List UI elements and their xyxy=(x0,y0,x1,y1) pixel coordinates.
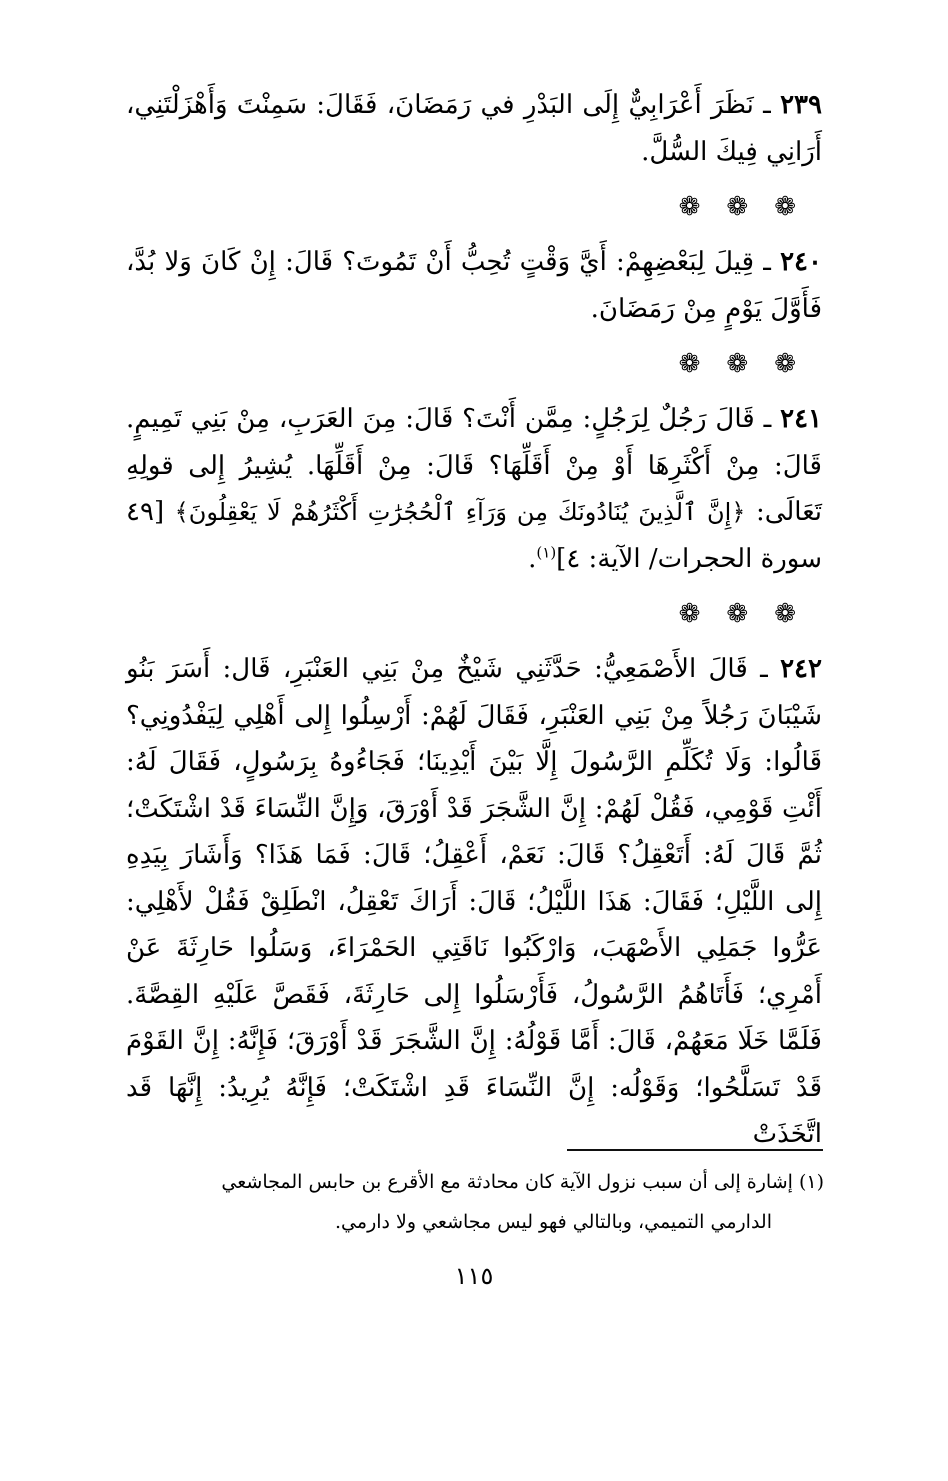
footnote-continuation: الدارمي التميمي، وبالتالي فهو ليس مجاشعي ولا دارمي. xyxy=(335,1211,772,1233)
page-number: ١١٥ xyxy=(454,1262,494,1290)
paragraph-number: ٢٤٠ xyxy=(780,247,822,277)
paragraph-number: ٢٤١ xyxy=(780,404,823,434)
footnote-1 xyxy=(126,1162,824,1242)
footnote-rule xyxy=(567,1149,823,1151)
section-separator: ❁❁❁ xyxy=(678,192,822,222)
footnotes xyxy=(126,1162,824,1242)
paragraph-number: ٢٤٢ xyxy=(780,654,822,684)
sentence-end: . xyxy=(528,543,537,574)
section-separator: ❁❁❁ xyxy=(678,599,822,629)
paragraph-number: ٢٣٩ xyxy=(780,90,822,120)
paragraph-240 xyxy=(126,239,822,332)
quran-verse: ﴿إِنَّ ٱلَّذِينَ يُنَادُونَكَ مِن وَرَآءِ ٱلْحُجُرَٰتِ أَكْثَرُهُمْ لَا يَعْقِلُونَ﴾ xyxy=(174,498,746,526)
main-text xyxy=(126,82,822,1158)
footnote-text: إشارة إلى أن سبب نزول الآية كان محادثة مع الأقرع بن حابس المجاشعي xyxy=(221,1171,793,1193)
paragraph-239 xyxy=(126,82,822,175)
section-separator: ❁❁❁ xyxy=(678,349,822,379)
paragraph-text: قَالَ رَجُلٌ لِرَجُلٍ: مِمَّن أَنْتَ؟ قَالَ: مِنَ العَرَبِ، مِنْ بَنِي تَمِيمٍ. قَالَ: مِنْ أَكْثَرِهَا أَوْ مِنْ أَقَلِّهَا؟ قَالَ: مِنْ أَقَلِّهَا. يُشِيرُ إِلى قولِهِ تَعَالَى: xyxy=(126,404,822,527)
paragraph-241 xyxy=(126,396,822,582)
paragraph-242 xyxy=(126,646,822,1158)
footnote-reference: (١) xyxy=(536,542,557,561)
verse-reference: [٤٩ سورة الحجرات/ الآية: ٤] xyxy=(126,497,822,574)
dash: ـ xyxy=(747,654,768,684)
dash: ـ xyxy=(754,247,771,277)
paragraph-text: قِيلَ لِبَعْضِهِمْ: أَيَّ وَقْتٍ تُحِبُّ أَنْ تَمُوتَ؟ قَالَ: إِنْ كَانَ وَلا بُدَّ، فَأَوَّلَ يَوْمٍ مِنْ رَمَضَانَ. xyxy=(126,247,822,324)
footnote-marker: (١) xyxy=(798,1171,824,1193)
dash: ـ xyxy=(753,90,771,120)
dash: ـ xyxy=(754,404,772,434)
paragraph-text: نَظَرَ أَعْرَابِيٌّ إِلَى البَدْرِ في رَمَضَانَ، فَقَالَ: سَمِنْتَ وَأَهْزَلْتَنِي، أَرَانِي فِيكَ السُّلَّ. xyxy=(126,90,822,167)
paragraph-text: قَالَ الأَصْمَعِيُّ: حَدَّثَنِي شَيْخٌ مِنْ بَنِي العَنْبَرِ، قَال: أَسَرَ بَنُو شَيْبَانَ رَجُلاً مِنْ بَنِي العَنْبَرِ، فَقَالَ لَهُمْ: أَرْسِلُوا إِلى أَهْلِي لِيَفْدُونِي؟ قَالُوا: وَلَا تُكَلِّمِ الرَّسُولَ إِلَّا بَيْنَ أَيْدِينَا؛ فَجَاءُوهُ بِرَسُولٍ، فَقَالَ لَهُ: أَئْتِ قَوْمِي، فَقُلْ لَهُمْ: إِنَّ الشَّجَرَ قَدْ أَوْرَقَ، وَإِنَّ النِّسَاءَ قَدْ اشْتَكَتْ؛ ثُمَّ قَالَ لَهُ: أَتَعْقِلُ؟ قَالَ: نَعَمْ، أَعْقِلُ؛ قَالَ: فَمَا هَذَا؟ وَأَشَارَ بِيَدِهِ إِلى اللَّيْلِ؛ فَقَالَ: هَذَا اللَّيْلُ؛ قَالَ: أَرَاكَ تَعْقِلُ، انْطَلِقْ فَقُلْ لأَهْلِي: عَرُّوا جَمَلِي الأَصْهَبَ، وَارْكَبُوا نَاقَتِي الحَمْرَاءَ، وَسَلُوا حَارِثَةَ عَنْ أَمْرِي؛ فَأَتَاهُمُ الرَّسُولُ، فَأَرْسَلُوا إِلى حَارِثَةَ، فَقَصَّ عَلَيْهِ القِصَّةَ. فَلَمَّا خَلَا مَعَهُمْ، قَالَ: أَمَّا قَوْلُهُ: إِنَّ الشَّجَرَ قَدْ أَوْرَقَ؛ فَإِنَّهُ: إِنَّ القَوْمَ قَدْ تَسَلَّحُوا؛ وَقَوْلُه: إِنَّ النِّسَاءَ قَدِ اشْتَكَتْ؛ فَإِنَّهُ يُرِيدُ: إِنَّهَا قَد اتَّخَذَتْ xyxy=(126,654,822,1149)
